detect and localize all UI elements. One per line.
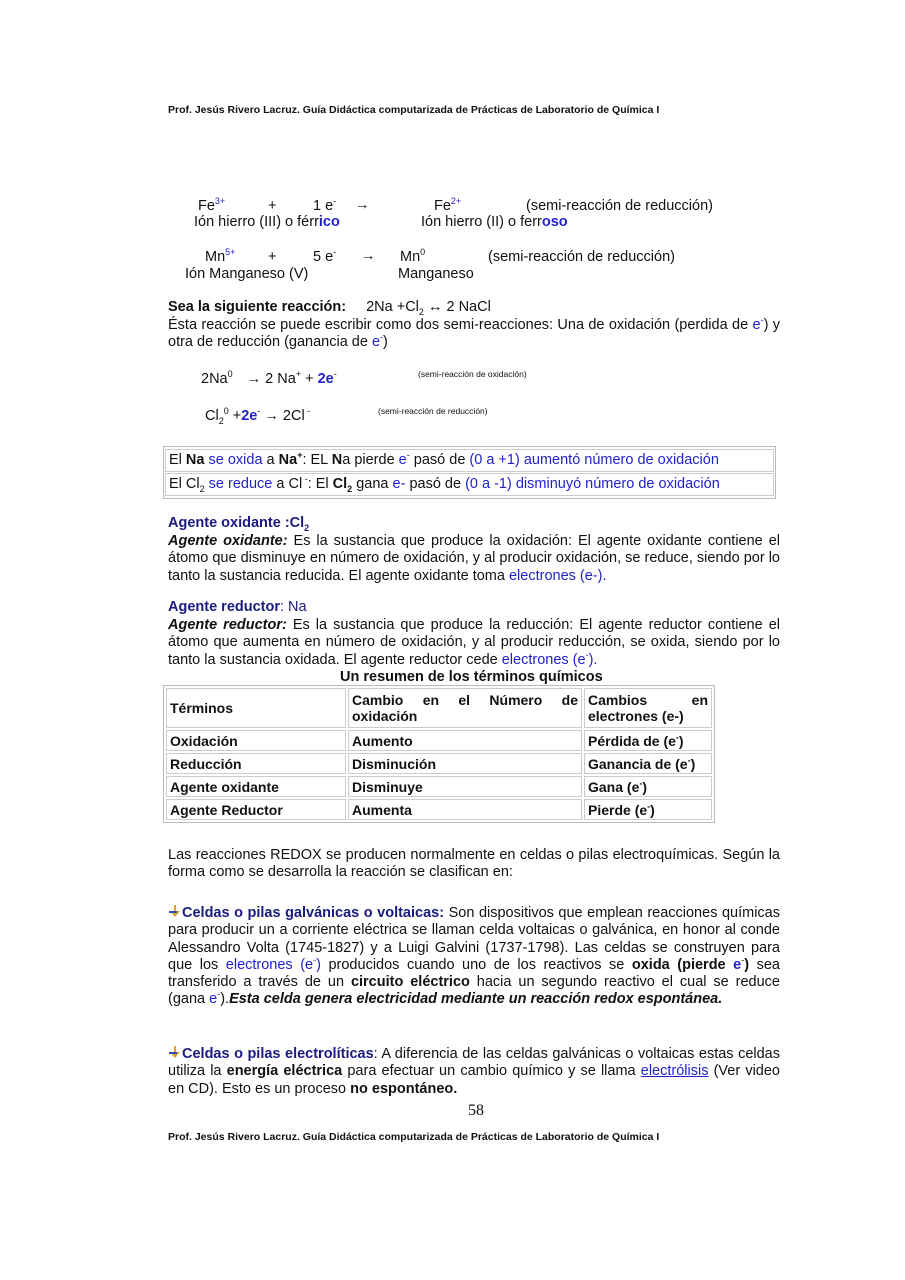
label: Agente reductor: xyxy=(168,617,287,633)
text: energía eléctrica xyxy=(226,1063,343,1080)
text: hacia un segundo reactivo el cual se reduce (gana xyxy=(168,974,780,1008)
table-row xyxy=(166,753,712,774)
suffix: oso xyxy=(541,214,568,230)
mn-product: Mn xyxy=(400,249,421,265)
cell: Reducción xyxy=(166,753,346,774)
charge: - xyxy=(333,196,337,207)
electrons: 5 e xyxy=(313,249,334,265)
text: El Cl xyxy=(169,476,200,492)
cell: Aumento xyxy=(348,730,582,751)
subscript: 2 xyxy=(304,522,310,533)
bullet-arrow-icon xyxy=(168,1045,182,1059)
reactant: Cl xyxy=(205,408,219,424)
header-cell: Cambio en el Número de oxidación xyxy=(348,688,582,728)
reactant-name: Ión hierro (III) o férr xyxy=(194,214,319,230)
electron: e xyxy=(209,991,218,1008)
text: Ésta reacción se puede escribir como dos semi-reacciones: Una de oxidación (perdida de xyxy=(168,317,753,333)
charge: - xyxy=(257,406,261,417)
charge: 2+ xyxy=(450,196,462,207)
page-footer: Prof. Jesús Rivero Lacruz. Guía Didáctica computarizada de Prácticas de Laboratorio de Química I xyxy=(168,1131,660,1143)
text: ) xyxy=(316,956,321,973)
title: Celdas o pilas electrolíticas xyxy=(182,1046,374,1062)
text: sea transferido a través de un xyxy=(168,956,780,991)
text: (Ver video en CD). Esto es un proceso xyxy=(168,1063,780,1097)
charge: 0 xyxy=(420,247,426,258)
oxidation-summary-box xyxy=(163,446,776,499)
electron: e xyxy=(752,317,761,333)
arrow: → xyxy=(361,248,376,264)
cell xyxy=(584,753,712,774)
reduction-note: (semi-reacción de reducción) xyxy=(378,406,488,416)
electrons-text: electrones (e xyxy=(225,956,314,973)
charge: - xyxy=(647,800,651,811)
arrow-product: → 2 Na xyxy=(246,371,296,387)
text: Gana (e xyxy=(588,778,640,795)
box-row-cl xyxy=(165,473,774,496)
cell: Agente oxidante xyxy=(166,776,346,797)
cell: Disminuye xyxy=(348,776,582,797)
text: se oxida xyxy=(204,452,263,468)
header-cell: Términos xyxy=(166,688,346,728)
text: Cl xyxy=(332,476,348,492)
charge: - xyxy=(333,369,337,380)
suffix: ico xyxy=(318,214,340,230)
electrons-text: electrones (e-). xyxy=(508,567,607,584)
electrolytic-cells-paragraph xyxy=(168,1045,780,1098)
cell: Aumenta xyxy=(348,799,582,820)
text: : El xyxy=(307,476,333,492)
charge: - xyxy=(217,989,221,1000)
charge: - xyxy=(380,332,384,343)
plus: + xyxy=(301,371,318,387)
text: Pérdida de (e xyxy=(588,732,676,749)
bullet-arrow-icon xyxy=(168,904,182,918)
arrow: → xyxy=(355,197,370,213)
text: ) xyxy=(690,755,696,772)
text: N xyxy=(331,452,343,468)
subscript: 2 xyxy=(218,415,224,426)
text: Agente oxidante :Cl xyxy=(168,515,305,531)
equation: 2Na +Cl xyxy=(366,299,419,315)
text: Pierde (e xyxy=(588,801,648,818)
electrons: 2e xyxy=(241,408,258,424)
text: se reduce xyxy=(204,476,273,492)
redox-intro: Las reacciones REDOX se producen normalmente en celdas o pilas electroquímicas. Según la forma como se desarrolla la reacción se clasifican en: xyxy=(168,847,780,881)
plus: + xyxy=(268,198,277,214)
text: (0 a +1) aumentó número de oxidación xyxy=(469,452,719,468)
charge: - xyxy=(313,955,317,966)
charge: + xyxy=(297,450,303,461)
summary-title: Un resumen de los términos químicos xyxy=(340,669,603,685)
charge: + xyxy=(295,369,302,380)
electrons: 1 e xyxy=(313,198,334,214)
reactant: 2Na xyxy=(201,371,228,387)
text: circuito eléctrico xyxy=(350,974,470,991)
charge: 0 xyxy=(227,369,233,380)
cell: Oxidación xyxy=(166,730,346,751)
page-number: 58 xyxy=(468,1102,484,1119)
title: Celdas o pilas galvánicas o voltaicas: xyxy=(182,905,445,921)
reaction-explanation xyxy=(168,317,780,352)
text: a Cl xyxy=(272,476,303,492)
oxidation-note: (semi-reacción de oxidación) xyxy=(418,369,527,379)
charge: - xyxy=(585,649,589,660)
electron: e xyxy=(371,334,381,351)
electrons: 2e xyxy=(317,371,334,387)
charge: 5+ xyxy=(225,247,236,258)
cell: Agente Reductor xyxy=(166,799,346,820)
text: (0 a -1) disminuyó número de oxidación xyxy=(465,476,720,492)
galvanic-cells-paragraph xyxy=(168,904,780,1009)
text: Agente reductor xyxy=(168,599,280,615)
table-row xyxy=(166,799,712,820)
text: gana xyxy=(352,476,393,492)
reactant-name: Ión Manganeso (V) xyxy=(185,266,309,282)
arrow-product: → 2Cl xyxy=(260,408,305,424)
subscript: 2 xyxy=(199,483,205,494)
text: a xyxy=(262,452,279,468)
text: ) xyxy=(678,732,684,749)
oxidant-definition xyxy=(168,533,780,585)
text: El xyxy=(169,452,186,468)
charge: - xyxy=(406,450,410,461)
plus: + xyxy=(228,408,242,424)
text: Ganancia de (e xyxy=(588,755,688,772)
cell xyxy=(584,776,712,797)
reaction-label: Sea la siguiente reacción: xyxy=(168,299,347,315)
product-name: Ión hierro (II) o ferr xyxy=(421,214,542,230)
text: oxida (pierde xyxy=(631,956,734,973)
charge: - xyxy=(741,955,745,966)
box-row-na xyxy=(165,449,774,472)
text: Es la sustancia que produce la oxidación: El agente oxidante contiene el átomo que disminuye en número de oxidación, y al producir oxidación, se reduce, siendo por lo tanto la sustancia reducida. El agente oxidante toma xyxy=(168,533,780,584)
text: ) y otra de reducción (ganancia de xyxy=(168,317,780,351)
text: ) xyxy=(744,956,750,973)
cell xyxy=(584,730,712,751)
text: no espontáneo. xyxy=(350,1080,458,1097)
reductant-definition xyxy=(168,617,780,669)
note: (semi-reacción de reducción) xyxy=(488,249,675,265)
half-reaction-oxidation xyxy=(201,371,337,387)
subscript: 2 xyxy=(418,306,424,317)
text: Na xyxy=(185,452,205,468)
text: Es la sustancia que produce la reducción: El agente reductor contiene el átomo que aumenta en número de oxidación, y al producir reducción, se oxida, siendo por lo tanto la sustancia oxidada. El agente reductor cede xyxy=(168,617,780,668)
text: pasó de xyxy=(405,476,466,492)
charge: - xyxy=(687,754,691,765)
oxidant-title xyxy=(168,515,309,531)
electrons-text: electrones (e xyxy=(501,651,586,668)
subscript: 2 xyxy=(347,483,353,494)
reductant-title xyxy=(168,599,307,615)
cell: Disminución xyxy=(348,753,582,774)
text: ) xyxy=(383,334,388,351)
reaction-line xyxy=(168,299,491,315)
text: : Na xyxy=(280,599,307,615)
electron: e xyxy=(733,956,742,973)
text: : A diferencia de las celdas galvánicas o voltaicas estas celdas utiliza la xyxy=(168,1046,780,1080)
charge: - xyxy=(639,777,643,788)
text: a pierde xyxy=(342,452,399,468)
label: Agente oxidante: xyxy=(168,533,288,549)
cell xyxy=(584,799,712,820)
text: ). xyxy=(220,991,230,1008)
summary-table xyxy=(163,685,715,823)
charge: - xyxy=(333,247,337,258)
text: e- xyxy=(392,476,406,492)
text: pasó de xyxy=(409,452,470,468)
plus: + xyxy=(268,249,277,265)
text: Esta celda genera electricidad mediante un reacción redox espontánea. xyxy=(229,991,723,1008)
text: : EL xyxy=(302,452,332,468)
fe-reactant: Fe xyxy=(198,198,215,214)
half-reaction-reduction xyxy=(205,408,310,424)
text: e xyxy=(398,452,407,468)
text: ) xyxy=(642,778,648,795)
charge: - xyxy=(304,406,311,417)
charge: - xyxy=(675,731,679,742)
equation-rest: ↔ 2 NaCl xyxy=(423,299,491,315)
charge: 3+ xyxy=(214,196,226,207)
table-row xyxy=(166,776,712,797)
product-name: Manganeso xyxy=(398,266,474,282)
text: ). xyxy=(588,651,598,668)
table-header xyxy=(166,688,712,728)
charge: 0 xyxy=(223,406,229,417)
charge: - xyxy=(302,474,308,485)
fe-product: Fe xyxy=(434,198,451,214)
table-row xyxy=(166,730,712,751)
electrolisis-link[interactable]: electrólisis xyxy=(640,1063,709,1080)
text: Son dispositivos que emplean reacciones químicas para producir un a corriente eléctrica se llaman celda voltaicas o galvánica, en honor al conde Alessandro Volta (1745-1827) y a Luigi Galvini (1737-1798). Las celdas se construyen para que los xyxy=(168,905,780,973)
header-cell: Cambios en electrones (e-) xyxy=(584,688,712,728)
text: producidos cuando uno de los reactivos se xyxy=(320,956,632,973)
text: para efectuar un cambio químico y se llama xyxy=(342,1063,641,1080)
mn-reactant: Mn xyxy=(205,249,226,265)
text: ) xyxy=(650,801,655,818)
charge: - xyxy=(760,315,764,326)
page-header: Prof. Jesús Rivero Lacruz. Guía Didáctica computarizada de Prácticas de Laboratorio de Química I xyxy=(168,104,660,116)
note: (semi-reacción de reducción) xyxy=(526,198,713,214)
text: Na xyxy=(278,452,298,468)
